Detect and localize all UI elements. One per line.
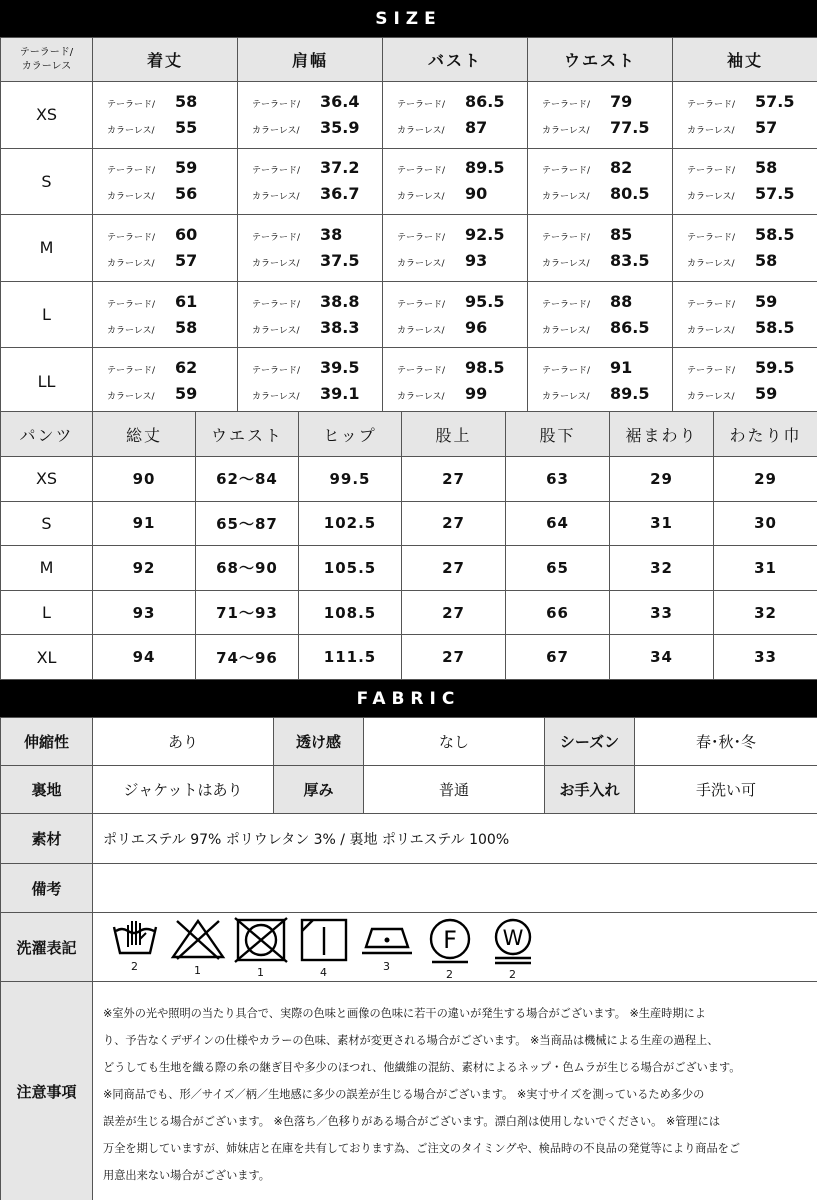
pants-measure-value: 32 <box>610 546 714 591</box>
size-label: XS <box>1 457 93 502</box>
style-tag: カラーレス/ <box>542 258 590 269</box>
style-tag: テーラード/ <box>107 99 156 110</box>
style-tag: テーラード/ <box>252 299 301 310</box>
size-label: S <box>1 148 93 215</box>
jacket-measure-cell <box>528 82 673 149</box>
pants-measure-value: 29 <box>610 457 714 502</box>
notes-line: ※同商品でも、形／サイズ／柄／生地感に多少の誤差が生じる場合がございます。 ※実寸サイズを測っているため多少の <box>103 1087 705 1101</box>
pants-measure-value: 67 <box>506 635 610 680</box>
style-tag: テーラード/ <box>687 366 736 377</box>
style-tag: カラーレス/ <box>542 392 590 403</box>
pants-measure-value: 99.5 <box>299 457 402 502</box>
jacket-measure-cell <box>383 82 528 149</box>
care-row <box>1 913 817 982</box>
measure-value: 89.5 <box>465 158 505 178</box>
measure-value: 57 <box>755 117 778 137</box>
measure-value: 86.5 <box>610 317 650 337</box>
pants-measure-value: 27 <box>402 635 506 680</box>
style-tag: カラーレス/ <box>397 125 445 136</box>
style-tag: テーラード/ <box>542 99 591 110</box>
size-label: S <box>1 501 93 546</box>
season-label: シーズン <box>545 718 635 766</box>
pants-measure-value: 65〜87 <box>196 501 299 546</box>
pants-measure-value: 27 <box>402 501 506 546</box>
jacket-measure-cell <box>238 281 383 348</box>
notes-row <box>1 982 817 1200</box>
remarks-label: 備考 <box>1 864 93 913</box>
measure-value: 99 <box>465 384 488 404</box>
jacket-measure-cell <box>383 281 528 348</box>
size-label: LL <box>1 348 93 415</box>
measure-value: 39.5 <box>320 358 360 378</box>
measure-value: 37.2 <box>320 158 360 178</box>
fabric-section-header: FABRIC <box>0 680 817 717</box>
measure-value: 87 <box>465 117 488 137</box>
measure-value: 58 <box>755 250 778 270</box>
jacket-measure-cell <box>383 148 528 215</box>
measure-value: 57 <box>175 250 198 270</box>
jacket-measure-cell <box>673 348 817 415</box>
measure-value: 60 <box>175 224 198 244</box>
measure-value: 58 <box>175 317 198 337</box>
measure-value: 96 <box>465 317 488 337</box>
measure-value: 92.5 <box>465 224 505 244</box>
pants-measure-value: 108.5 <box>299 590 402 635</box>
style-tag: テーラード/ <box>252 366 301 377</box>
style-tag: テーラード/ <box>542 366 591 377</box>
pants-measure-value: 30 <box>714 501 817 546</box>
dry-clean-f-icon <box>426 917 474 969</box>
jacket-measure-cell <box>673 148 817 215</box>
pants-col-header: 股上 <box>402 412 506 457</box>
pants-measure-value: 90 <box>93 457 196 502</box>
measure-value: 91 <box>610 358 633 378</box>
notes-line: 万全を期していますが、姉妹店と在庫を共有しております為、ご注文のタイミングや、検品時の不良品の発覚等により商品をご <box>103 1141 741 1155</box>
material-label: 素材 <box>1 814 93 864</box>
pants-measure-value: 62〜84 <box>196 457 299 502</box>
style-tag: カラーレス/ <box>252 392 300 403</box>
iron-low-icon <box>358 917 416 961</box>
jacket-measure-cell <box>238 215 383 282</box>
pants-header-row <box>1 412 817 457</box>
style-tag: テーラード/ <box>397 299 446 310</box>
size-label: M <box>1 215 93 282</box>
measure-value: 39.1 <box>320 384 360 404</box>
measure-value: 62 <box>175 358 198 378</box>
care-symbol <box>481 917 544 981</box>
fabric-row <box>1 766 817 814</box>
style-tag: テーラード/ <box>252 166 301 177</box>
jacket-size-row <box>1 348 817 415</box>
pants-col-header: ヒップ <box>299 412 402 457</box>
pants-col-header: 総丈 <box>93 412 196 457</box>
pants-measure-value: 74〜96 <box>196 635 299 680</box>
care-symbol <box>229 917 292 979</box>
notes-line: 用意出来ない場合がございます。 <box>103 1168 270 1182</box>
style-tag: テーラード/ <box>107 366 156 377</box>
pants-size-row <box>1 590 817 635</box>
style-tag: テーラード/ <box>107 232 156 243</box>
jacket-col-header: バスト <box>383 38 528 82</box>
jacket-measure-cell <box>93 148 238 215</box>
style-tag: テーラード/ <box>687 166 736 177</box>
jacket-corner-label: テーラード/ カラーレス <box>1 38 93 82</box>
pants-measure-value: 66 <box>506 590 610 635</box>
style-tag: カラーレス/ <box>252 192 300 203</box>
pants-measure-value: 93 <box>93 590 196 635</box>
size-label: M <box>1 546 93 591</box>
measure-value: 38 <box>320 224 343 244</box>
measure-value: 80.5 <box>610 184 650 204</box>
style-tag: カラーレス/ <box>397 258 445 269</box>
line-dry-shade-icon <box>299 917 349 967</box>
measure-value: 58 <box>755 158 778 178</box>
measure-value: 83.5 <box>610 250 650 270</box>
style-tag: カラーレス/ <box>542 192 590 203</box>
remarks-row <box>1 864 817 913</box>
measure-value: 59 <box>755 384 778 404</box>
measure-value: 89.5 <box>610 384 650 404</box>
pants-measure-value: 32 <box>714 590 817 635</box>
jacket-measure-cell <box>238 148 383 215</box>
measure-value: 58 <box>175 91 198 111</box>
pants-measure-value: 29 <box>714 457 817 502</box>
style-tag: テーラード/ <box>252 99 301 110</box>
jacket-size-row <box>1 215 817 282</box>
care-symbol-number: 2 <box>446 968 453 981</box>
style-tag: テーラード/ <box>687 99 736 110</box>
style-tag: カラーレス/ <box>107 192 155 203</box>
style-tag: テーラード/ <box>397 366 446 377</box>
lining-value: ジャケットはあり <box>93 766 274 814</box>
pants-col-header: 股下 <box>506 412 610 457</box>
pants-measure-value: 31 <box>714 546 817 591</box>
measure-value: 36.4 <box>320 91 360 111</box>
measure-value: 59.5 <box>755 358 795 378</box>
measure-value: 58.5 <box>755 224 795 244</box>
notes-line: どうしても生地を織る際の糸の継ぎ目や多少のほつれ、他繊維の混紡、素材によるネップ・色ムラが生じる場合がございます。 <box>103 1060 741 1074</box>
pants-size-row <box>1 635 817 680</box>
pants-measure-value: 111.5 <box>299 635 402 680</box>
jacket-col-header: 肩幅 <box>238 38 383 82</box>
jacket-measure-cell <box>93 82 238 149</box>
measure-value: 59 <box>175 158 198 178</box>
pants-measure-value: 91 <box>93 501 196 546</box>
measure-value: 82 <box>610 158 633 178</box>
style-tag: カラーレス/ <box>107 258 155 269</box>
style-tag: テーラード/ <box>687 232 736 243</box>
measure-value: 93 <box>465 250 488 270</box>
lining-label: 裏地 <box>1 766 93 814</box>
style-tag: テーラード/ <box>107 166 156 177</box>
style-tag: テーラード/ <box>542 232 591 243</box>
no-tumble-dry-icon <box>232 917 290 967</box>
style-tag: カラーレス/ <box>107 125 155 136</box>
style-tag: カラーレス/ <box>542 125 590 136</box>
jacket-col-header: ウエスト <box>528 38 673 82</box>
measure-value: 59 <box>755 291 778 311</box>
measure-value: 35.9 <box>320 117 360 137</box>
care-symbol <box>103 917 166 973</box>
pants-measure-value: 102.5 <box>299 501 402 546</box>
style-tag: テーラード/ <box>107 299 156 310</box>
jacket-col-header: 着丈 <box>93 38 238 82</box>
style-tag: カラーレス/ <box>542 325 590 336</box>
measure-value: 61 <box>175 291 198 311</box>
measure-value: 57.5 <box>755 91 795 111</box>
style-tag: カラーレス/ <box>252 258 300 269</box>
pants-corner-label: パンツ <box>1 412 93 457</box>
jacket-size-table <box>0 37 817 415</box>
pants-size-row <box>1 501 817 546</box>
measure-value: 95.5 <box>465 291 505 311</box>
style-tag: カラーレス/ <box>687 192 735 203</box>
pants-measure-value: 64 <box>506 501 610 546</box>
pants-col-header: ウエスト <box>196 412 299 457</box>
style-tag: テーラード/ <box>397 99 446 110</box>
pants-measure-value: 65 <box>506 546 610 591</box>
thickness-value: 普通 <box>364 766 545 814</box>
stretch-value: あり <box>93 718 274 766</box>
stretch-label: 伸縮性 <box>1 718 93 766</box>
style-tag: カラーレス/ <box>687 325 735 336</box>
style-tag: カラーレス/ <box>397 392 445 403</box>
measure-value: 79 <box>610 91 633 111</box>
material-value: ポリエステル 97% ポリウレタン 3% / 裏地 ポリエステル 100% <box>93 814 817 864</box>
care-symbol <box>418 917 481 981</box>
jacket-measure-cell <box>673 215 817 282</box>
care-symbol <box>166 917 229 977</box>
no-bleach-icon <box>169 917 227 965</box>
jacket-measure-cell <box>528 281 673 348</box>
style-tag: カラーレス/ <box>397 325 445 336</box>
size-section-header: SIZE <box>0 0 817 37</box>
measure-value: 38.3 <box>320 317 360 337</box>
style-tag: テーラード/ <box>397 232 446 243</box>
jacket-size-row <box>1 148 817 215</box>
jacket-header-row <box>1 38 817 82</box>
style-tag: テーラード/ <box>397 166 446 177</box>
measure-value: 37.5 <box>320 250 360 270</box>
care-symbol-number: 2 <box>131 960 138 973</box>
pants-size-row <box>1 457 817 502</box>
measure-value: 57.5 <box>755 184 795 204</box>
pants-measure-value: 27 <box>402 590 506 635</box>
notes-text <box>93 982 817 1200</box>
jacket-measure-cell <box>93 215 238 282</box>
style-tag: カラーレス/ <box>107 392 155 403</box>
measure-value: 88 <box>610 291 633 311</box>
pants-measure-value: 31 <box>610 501 714 546</box>
jacket-measure-cell <box>673 82 817 149</box>
jacket-measure-cell <box>238 82 383 149</box>
pants-measure-value: 34 <box>610 635 714 680</box>
notes-line: り、予告なくデザインの仕様やカラーの色味、素材が変更される場合がございます。 ※当商品は機械による生産の過程上、 <box>103 1033 719 1047</box>
measure-value: 90 <box>465 184 488 204</box>
care-symbol <box>355 917 418 973</box>
pants-measure-value: 71〜93 <box>196 590 299 635</box>
measure-value: 59 <box>175 384 198 404</box>
measure-value: 86.5 <box>465 91 505 111</box>
pants-col-header: 裾まわり <box>610 412 714 457</box>
pants-measure-value: 105.5 <box>299 546 402 591</box>
style-tag: テーラード/ <box>252 232 301 243</box>
remarks-value <box>93 864 817 913</box>
thickness-label: 厚み <box>274 766 364 814</box>
measure-value: 98.5 <box>465 358 505 378</box>
jacket-measure-cell <box>528 348 673 415</box>
measure-value: 58.5 <box>755 317 795 337</box>
jacket-col-header: 袖丈 <box>673 38 817 82</box>
care-symbol-number: 1 <box>257 966 264 979</box>
size-label: L <box>1 281 93 348</box>
style-tag: カラーレス/ <box>252 325 300 336</box>
pants-measure-value: 27 <box>402 546 506 591</box>
style-tag: カラーレス/ <box>397 192 445 203</box>
care-symbols <box>93 913 817 981</box>
pants-measure-value: 68〜90 <box>196 546 299 591</box>
pants-size-table <box>0 411 817 680</box>
care-value: 手洗い可 <box>635 766 817 814</box>
jacket-size-row <box>1 281 817 348</box>
pants-measure-value: 33 <box>714 635 817 680</box>
size-label: XL <box>1 635 93 680</box>
jacket-measure-cell <box>93 281 238 348</box>
notes-line: ※室外の光や照明の当たり具合で、実際の色味と画像の色味に若干の違いが発生する場合がございます。 ※生産時期によ <box>103 1006 706 1020</box>
pants-measure-value: 33 <box>610 590 714 635</box>
measure-value: 77.5 <box>610 117 650 137</box>
notes-line: 誤差が生じる場合がございます。 ※色落ち／色移りがある場合がございます。漂白剤は使用しないでください。 ※管理には <box>103 1114 721 1128</box>
style-tag: テーラード/ <box>687 299 736 310</box>
care-symbol-number: 1 <box>194 964 201 977</box>
care-symbol-number: 4 <box>320 966 327 979</box>
season-value: 春･秋･冬 <box>635 718 817 766</box>
pants-measure-value: 63 <box>506 457 610 502</box>
style-tag: カラーレス/ <box>252 125 300 136</box>
sheer-value: なし <box>364 718 545 766</box>
measure-value: 55 <box>175 117 198 137</box>
pants-measure-value: 27 <box>402 457 506 502</box>
size-label: XS <box>1 82 93 149</box>
fabric-row <box>1 718 817 766</box>
care-label: お手入れ <box>545 766 635 814</box>
pants-size-row <box>1 546 817 591</box>
jacket-measure-cell <box>528 215 673 282</box>
jacket-measure-cell <box>93 348 238 415</box>
care-symbols-label: 洗濯表記 <box>1 913 93 982</box>
jacket-measure-cell <box>383 348 528 415</box>
jacket-size-row <box>1 82 817 149</box>
measure-value: 85 <box>610 224 633 244</box>
jacket-measure-cell <box>238 348 383 415</box>
style-tag: カラーレス/ <box>687 258 735 269</box>
care-symbol-number: 3 <box>383 960 390 973</box>
svg-text:F: F <box>442 926 457 954</box>
material-row <box>1 814 817 864</box>
sheer-label: 透け感 <box>274 718 364 766</box>
jacket-measure-cell <box>528 148 673 215</box>
measure-value: 56 <box>175 184 198 204</box>
style-tag: テーラード/ <box>542 166 591 177</box>
pants-col-header: わたり巾 <box>714 412 817 457</box>
measure-value: 36.7 <box>320 184 360 204</box>
care-symbol-number: 2 <box>509 968 516 981</box>
jacket-measure-cell <box>673 281 817 348</box>
notes-label: 注意事項 <box>1 982 93 1200</box>
fabric-table <box>0 717 817 1200</box>
pants-measure-value: 94 <box>93 635 196 680</box>
hand-wash-icon <box>110 917 160 961</box>
style-tag: カラーレス/ <box>107 325 155 336</box>
care-symbols-cell <box>93 913 817 982</box>
wet-clean-w-icon <box>489 917 537 969</box>
size-label: L <box>1 590 93 635</box>
measure-value: 38.8 <box>320 291 360 311</box>
style-tag: カラーレス/ <box>687 392 735 403</box>
pants-measure-value: 92 <box>93 546 196 591</box>
style-tag: テーラード/ <box>542 299 591 310</box>
care-symbol <box>292 917 355 979</box>
jacket-measure-cell <box>383 215 528 282</box>
svg-text:W: W <box>502 926 523 950</box>
style-tag: カラーレス/ <box>687 125 735 136</box>
